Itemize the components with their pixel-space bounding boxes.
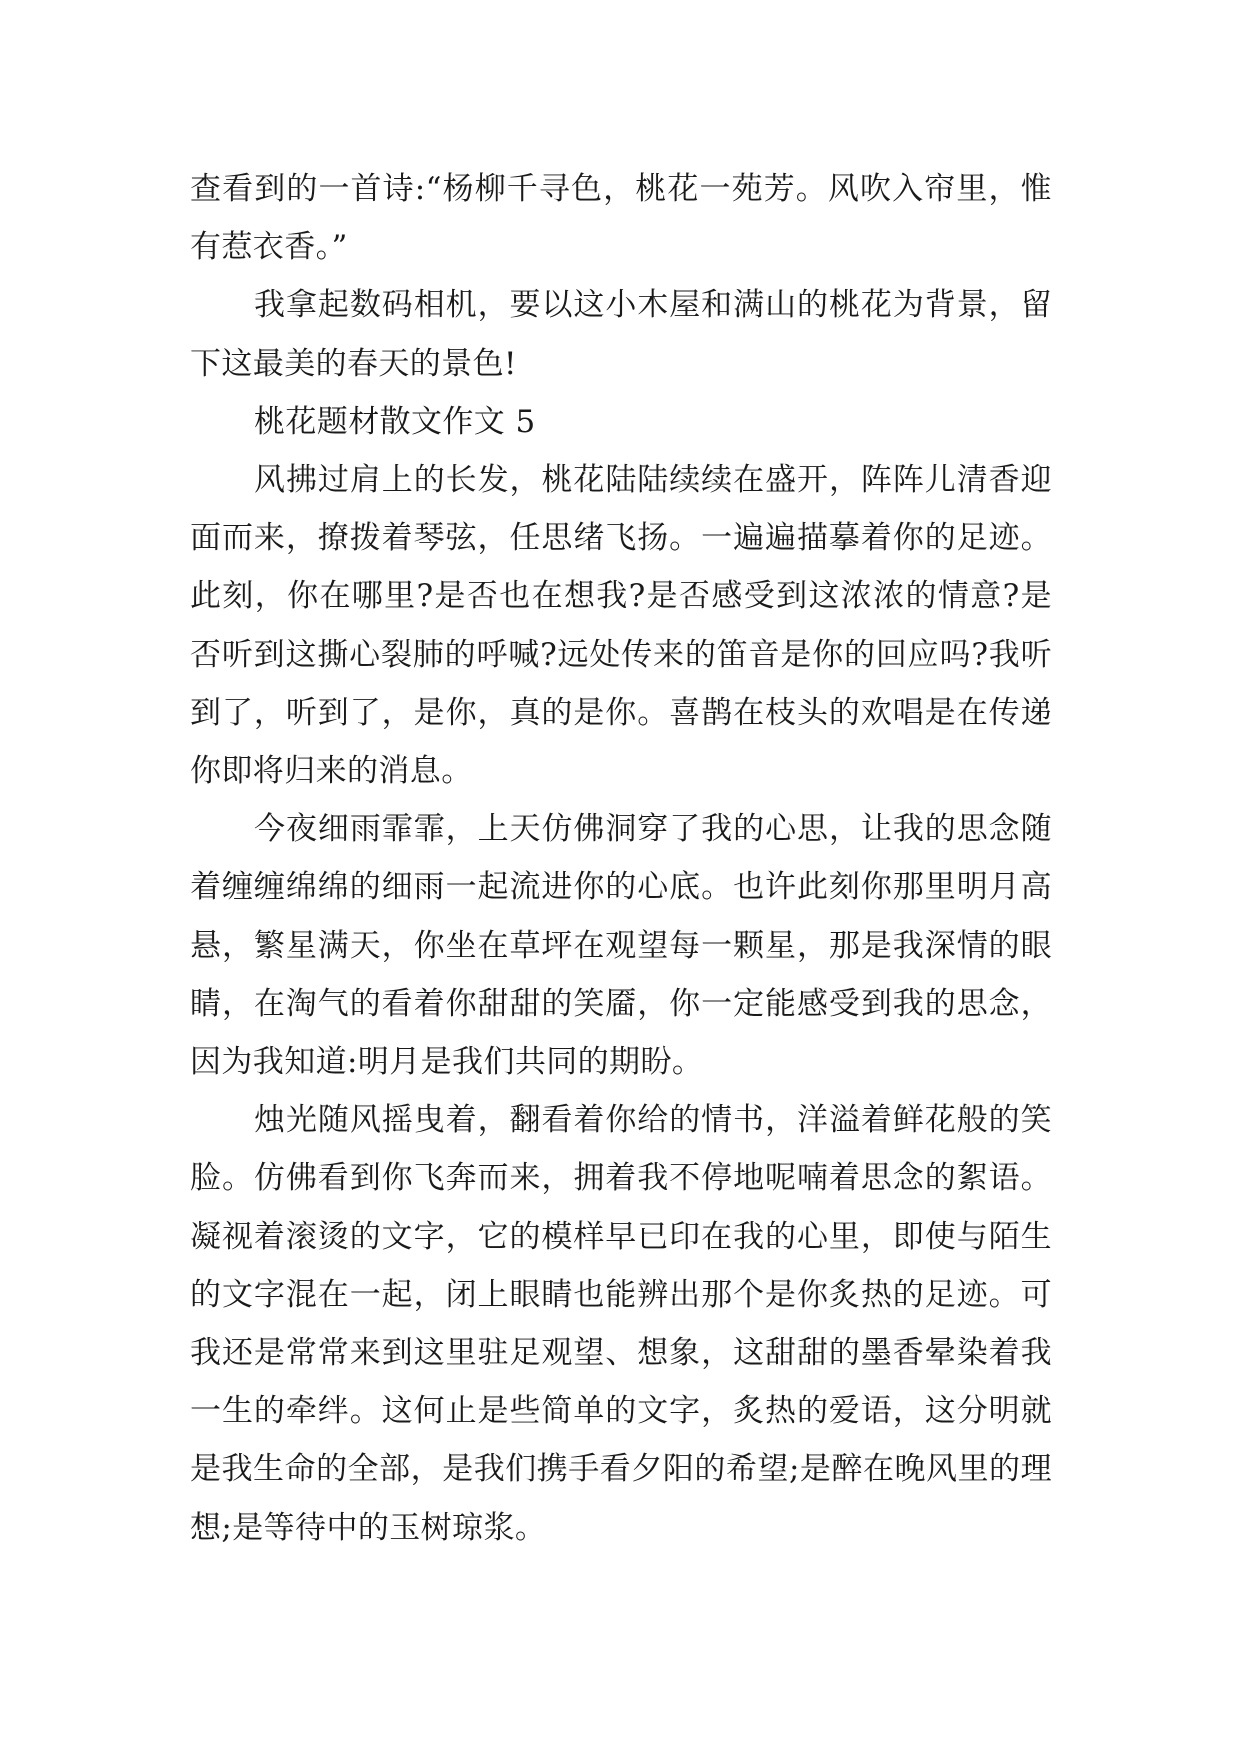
section-heading: 桃花题材散文作文 5 [254,403,536,440]
paragraph-wind: 风拂过肩上的长发，桃花陆陆续续在盛开，阵阵儿清香迎面而来，撩拨着琴弦，任思绪飞扬。一遍遍描摹着你的足迹。此刻，你在哪里?是否也在想我?是否感受到这浓浓的情意?是否听到这撕心裂肺的呼喊?远处传来的笛音是你的回应吗?我听到了，听到了，是你，真的是你。喜鹊在枝头的欢唱是在传递你即将归来的消息。 [190,462,1052,790]
paragraph-candle: 烛光随风摇曳着，翻看着你给的情书，洋溢着鲜花般的笑脸。仿佛看到你飞奔而来，拥着我不停地呢喃着思念的絮语。凝视着滚烫的文字，它的模样早已印在我的心里，即使与陌生的文字混在一起，闭上眼睛也能辨出那个是你炙热的足迹。可我还是常常来到这里驻足观望、想象，这甜甜的墨香晕染着我一生的牵绊。这何止是些简单的文字，炙热的爱语，这分明就是我生命的全部，是我们携手看夕阳的希望;是醉在晚风里的理想;是等待中的玉树琼浆。 [190,1102,1052,1546]
document-page [190,160,1052,1660]
paragraph-rain: 今夜细雨霏霏，上天仿佛洞穿了我的心思，让我的思念随着缠缠绵绵的细雨一起流进你的心底。也许此刻你那里明月高悬，繁星满天，你坐在草坪在观望每一颗星，那是我深情的眼睛，在淘气的看着你甜甜的笑靥，你一定能感受到我的思念，因为我知道:明月是我们共同的期盼。 [190,811,1052,1081]
paragraph-poem-continuation: 查看到的一首诗:“杨柳千寻色，桃花一苑芳。风吹入帘里，惟有惹衣香。” [190,171,1052,266]
paragraph-camera: 我拿起数码相机，要以这小木屋和满山的桃花为背景，留下这最美的春天的景色! [190,287,1052,382]
